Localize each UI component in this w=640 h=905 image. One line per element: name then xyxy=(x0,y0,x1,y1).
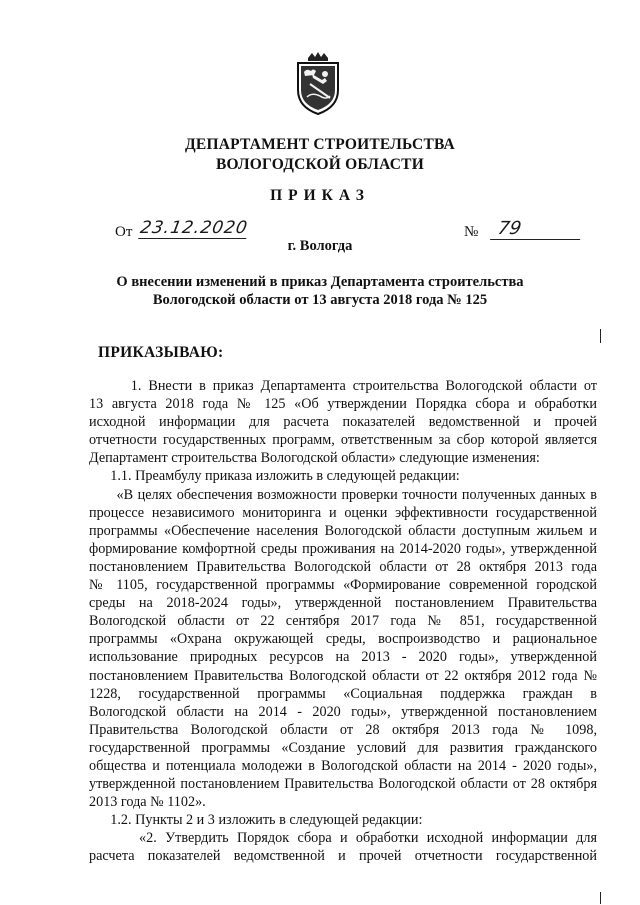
document-type: ПРИКАЗ xyxy=(270,187,370,204)
body-line: государственной программы «Создание условий для развития гражданского xyxy=(89,739,597,756)
body-line: программы «Охрана окружающей среды, воспроизводство и рациональное xyxy=(89,631,597,648)
body-line: исходной информации для расчета показателей ведомственной и прочей xyxy=(89,414,597,431)
body-line: отчетности государственных программ, ответственным за сбор которой является xyxy=(89,432,597,449)
body-line: Вологодской области на 2014 - 2020 годы», утвержденной постановлением xyxy=(89,703,597,720)
body-line: процессе независимого мониторинга и оценки эффективности государственной xyxy=(89,504,597,521)
body-line: общества и потенциала молодежи в Вологодской области на 2014 - 2020 годы», xyxy=(89,757,597,774)
body-line: 2013 года № 1102». xyxy=(89,794,206,811)
order-word: ПРИКАЗЫВАЮ: xyxy=(98,344,224,361)
body-line: 13 августа 2018 года № 125 «Об утверждении Порядка сбора и обработки xyxy=(89,396,597,413)
city: г. Вологда xyxy=(287,238,353,254)
date-value: 23.12.2020 xyxy=(138,218,250,238)
body-line: 1.2. Пункты 2 и 3 изложить в следующей редакции: xyxy=(89,812,423,829)
number-value: 79 xyxy=(490,218,584,240)
body-line: 1. Внести в приказ Департамента строительства Вологодской области от xyxy=(89,378,597,394)
body-line: № 1105, государственной программы «Формирование современной городской xyxy=(89,577,597,594)
body-line: «В целях обеспечения возможности проверки точности полученных данных в xyxy=(89,486,597,503)
body-line: утвержденной постановлением Правительства Вологодской области от 28 октября xyxy=(89,776,597,793)
body-line: расчета показателей ведомственной и прочей отчетности государственной xyxy=(89,848,597,865)
body-line: Департамент строительства Вологодской области» следующие изменения: xyxy=(89,450,540,467)
body-line: среды на 2018-2024 годы», утвержденной постановлением Правительства xyxy=(89,595,597,612)
document-body xyxy=(89,377,597,866)
body-line: Правительства Вологодской области от 28 октября 2013 года № 1098, xyxy=(89,721,597,738)
body-line: программы «Обеспечение населения Вологодской области доступным жильем и xyxy=(89,522,597,539)
vologda-coat-of-arms-icon xyxy=(292,52,344,116)
body-line: формирование комфортной среды проживания на 2014-2020 годы», утвержденной xyxy=(89,540,597,557)
body-line: 1228, государственной программы «Социальная поддержка граждан в xyxy=(89,685,597,702)
number-label: № xyxy=(464,224,479,240)
department-title-line2: ВОЛОГОДСКОЙ ОБЛАСТИ xyxy=(216,156,424,173)
body-line: «2. Утвердить Порядок сбора и обработки исходной информации для xyxy=(89,830,597,847)
department-title-line1: ДЕПАРТАМЕНТ СТРОИТЕЛЬСТВА xyxy=(185,136,455,153)
body-line: 1.1. Преамбулу приказа изложить в следующей редакции: xyxy=(89,468,460,485)
body-line: использование природных ресурсов на 2013 - 2020 годы», утвержденной xyxy=(89,649,597,666)
body-line: постановлением Правительства Вологодской области от 22 октября 2012 года № xyxy=(89,667,597,684)
date-label: От xyxy=(115,224,133,240)
scan-mark xyxy=(600,892,601,904)
body-line: постановлением Правительства Вологодской области от 28 октября 2013 года xyxy=(89,558,597,575)
subject-line1: О внесении изменений в приказ Департамента строительства xyxy=(116,274,524,290)
body-line: Вологодской области от 22 сентября 2017 года № 851, государственной xyxy=(89,613,597,630)
subject-line2: Вологодской области от 13 августа 2018 года № 125 xyxy=(152,292,488,308)
scan-mark xyxy=(600,329,601,343)
